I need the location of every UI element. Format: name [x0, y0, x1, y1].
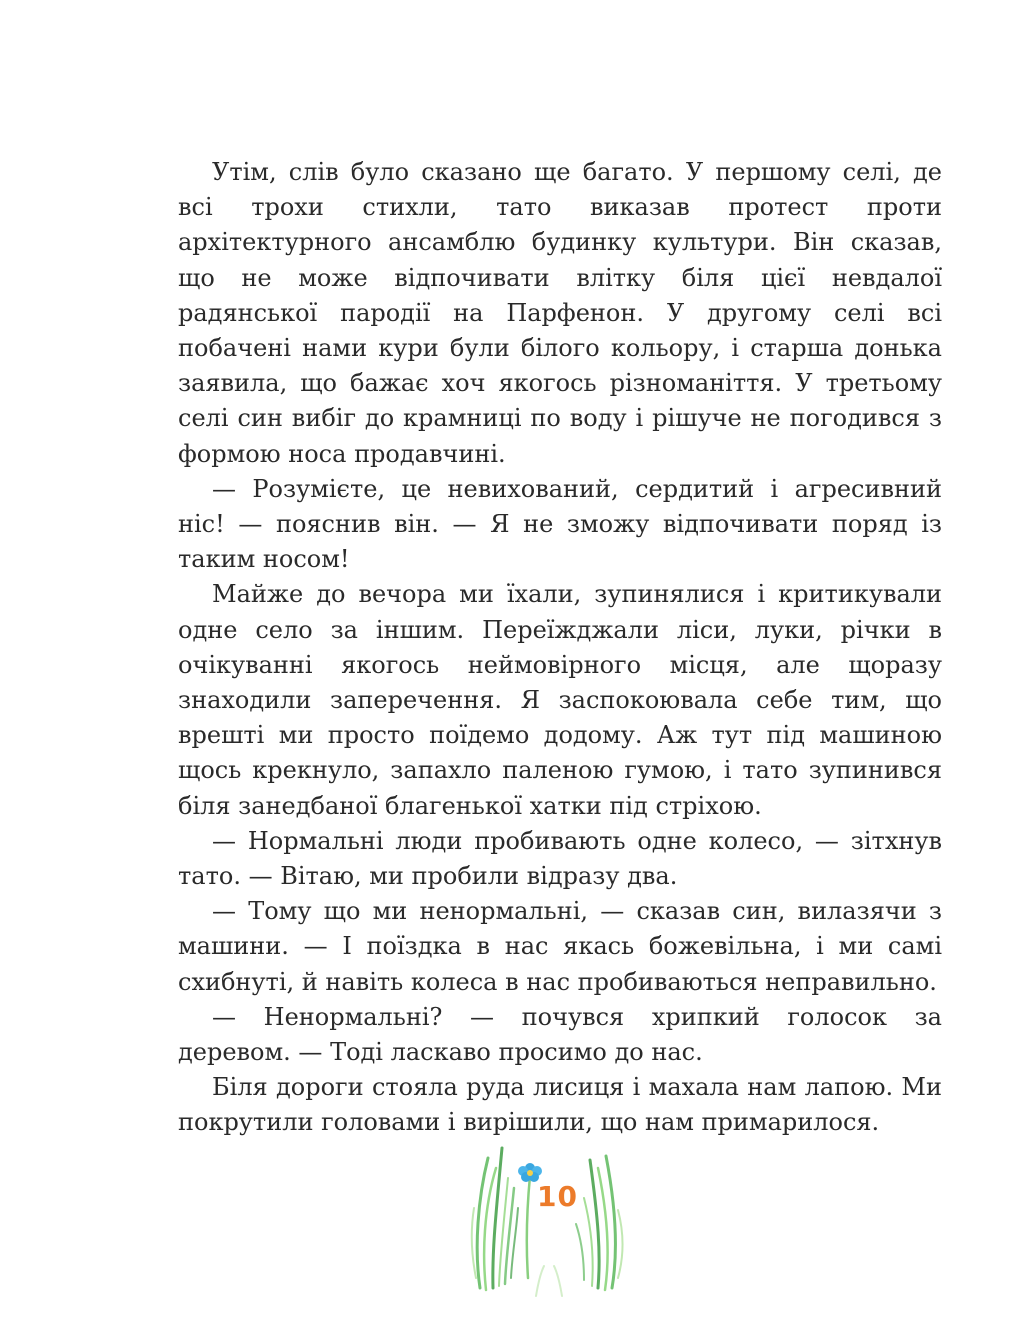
- paragraph: — Тому що ми ненормальні, — сказав син, вилазячи з машини. — І поїздка в нас якась божевільна, і ми самі схибнуті, й навіть колеса в нас пробиваються неправильно.: [178, 897, 942, 996]
- paragraph: — Ненормальні? — почувся хрипкий голосок за деревом. — Тоді ласкаво просимо до нас.: [178, 1002, 942, 1067]
- paragraph: Біля дороги стояла руда лисиця і махала нам лапою. Ми покрутили головами і вирішили, що нам примарилося.: [178, 1073, 942, 1137]
- paragraph: Майже до вечора ми їхали, зупинялися і критикували одне село за іншим. Переїжджали ліси, луки, річки в очікуванні якогось неймовірного місця, але щоразу знаходили заперечення. Я заспокоювала себе тим, що врешті ми просто поїдемо додому. Аж тут під машиною щось крекнуло, запахло паленою гумою, і тато зупинився біля занедбаної благенької хатки під стріхою.: [178, 580, 942, 820]
- page-number: 10: [537, 1180, 578, 1213]
- grass-flower-icon: [466, 1138, 626, 1298]
- paragraph: — Нормальні люди пробивають одне колесо, — зітхнув тато. — Вітаю, ми пробили відразу два.: [178, 826, 942, 891]
- paragraph: — Розумієте, це невихований, сердитий і агресивний ніс! — пояснив він. — Я не зможу відпочивати поряд із таким носом!: [178, 474, 942, 574]
- paragraph: Утім, слів було сказано ще багато. У першому селі, де всі трохи стихли, тато виказав протест проти архітектурного ансамблю будинку культури. Він сказав, що не може відпочивати влітку біля цієї невдалої радянської пародії на Парфенон. У другому селі всі побачені нами кури були білого кольору, і старша донька заявила, що бажає хоч якогось різноманіття. У третьому селі син вибіг до крамниці по воду і рішуче не погодився з формою носа продавчині.: [178, 158, 942, 468]
- page-body: [178, 155, 942, 1141]
